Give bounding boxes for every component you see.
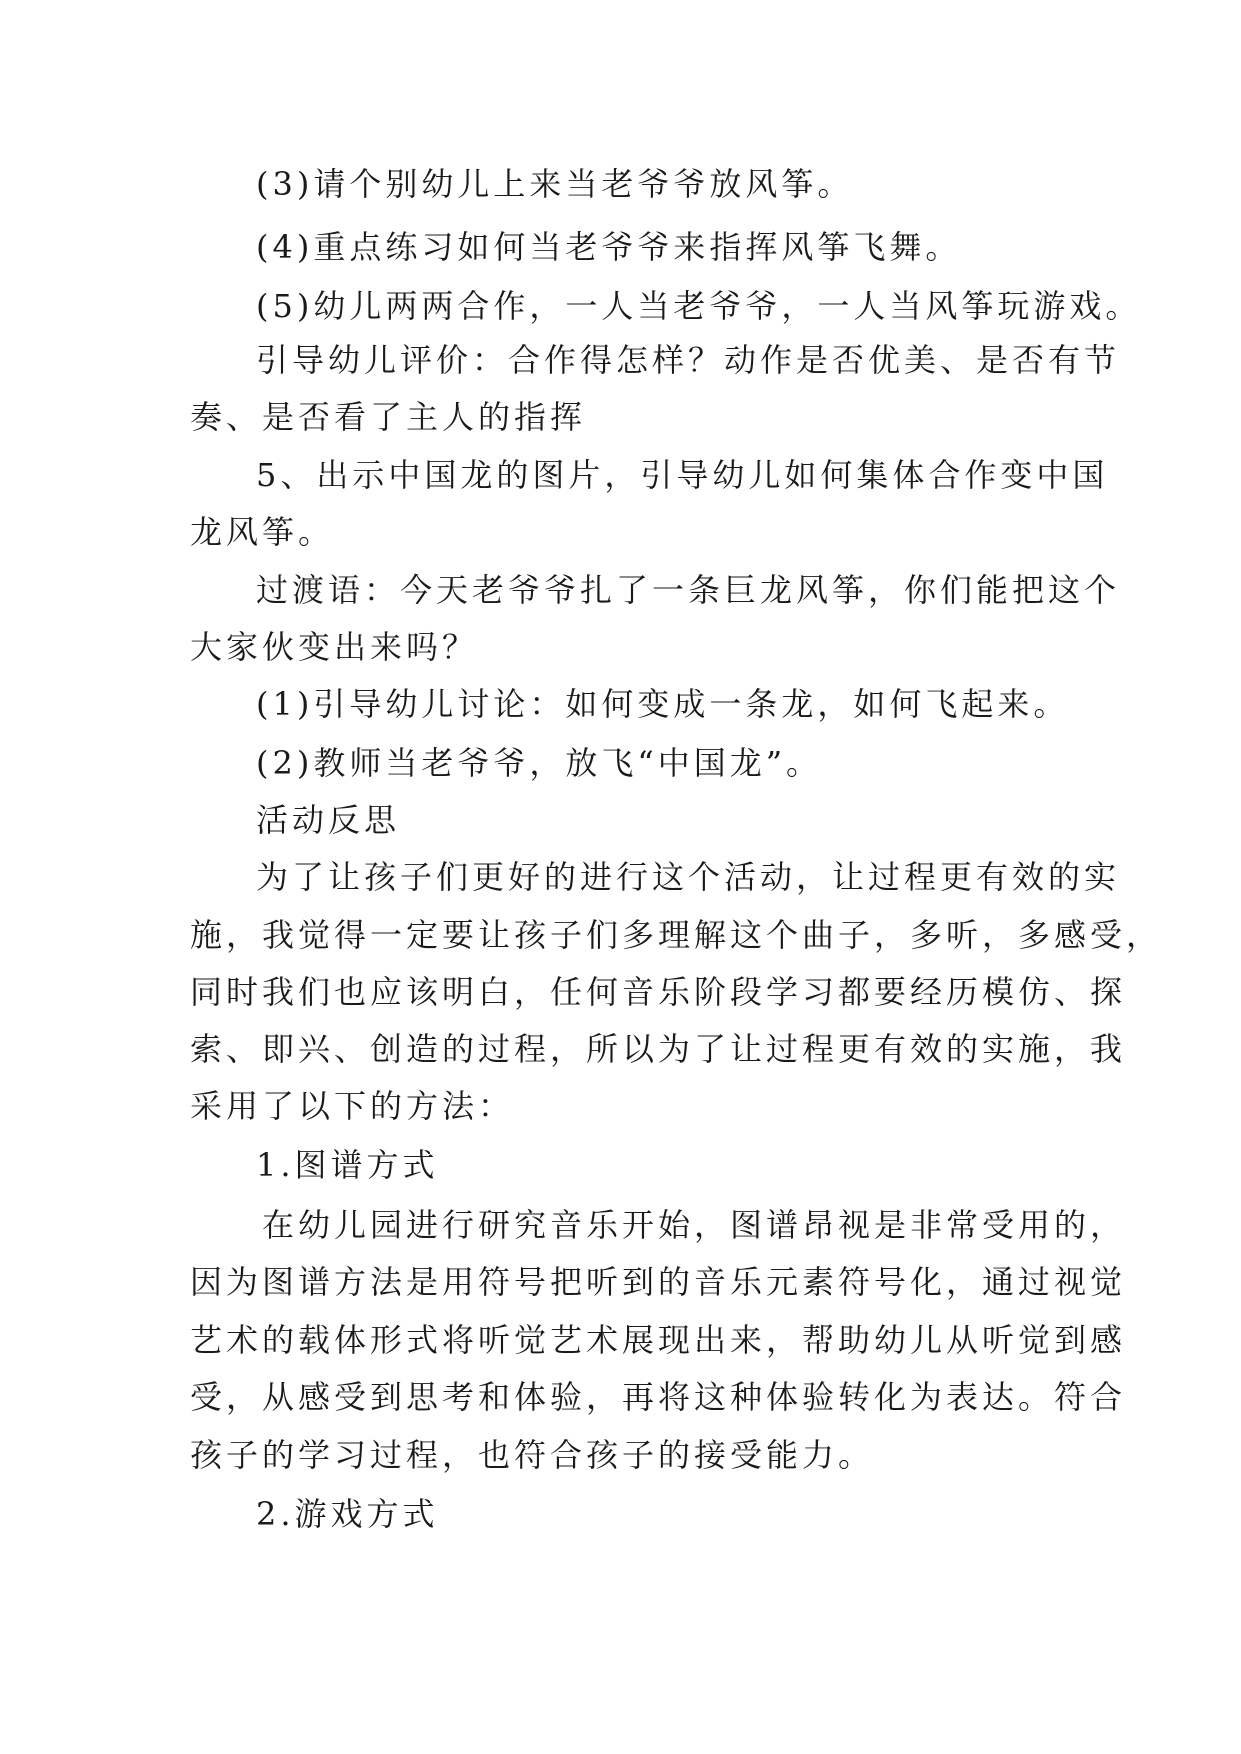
paragraph-line: 受，从感受到思考和体验，再将这种体验转化为表达。符合 [190, 1378, 1127, 1416]
paragraph-line: (1)引导幼儿讨论：如何变成一条龙，如何飞起来。 [256, 685, 1070, 723]
paragraph-line: 大家伙变出来吗？ [190, 628, 479, 666]
paragraph-line: 龙风筝。 [190, 513, 335, 551]
subsection-heading: 2.游戏方式 [256, 1495, 439, 1533]
paragraph-line: 孩子的学习过程，也符合孩子的接受能力。 [190, 1436, 875, 1474]
section-heading: 活动反思 [256, 801, 401, 839]
paragraph-line: 引导幼儿评价：合作得怎样？动作是否优美、是否有节 [256, 341, 1121, 379]
paragraph-line: 采用了以下的方法： [190, 1087, 515, 1125]
paragraph-line: 索、即兴、创造的过程，所以为了让过程更有效的实施，我 [190, 1030, 1127, 1068]
paragraph-line: (5)幼儿两两合作，一人当老爷爷，一人当风筝玩游戏。 [256, 287, 1142, 325]
paragraph-line: 因为图谱方法是用符号把听到的音乐元素符号化，通过视觉 [190, 1263, 1127, 1301]
paragraph-line: 同时我们也应该明白，任何音乐阶段学习都要经历模仿、探 [190, 973, 1127, 1011]
paragraph-line: 施，我觉得一定要让孩子们多理解这个曲子，多听，多感受， [190, 916, 1163, 954]
paragraph-line: (4)重点练习如何当老爷爷来指挥风筝飞舞。 [256, 228, 962, 266]
paragraph-line: (3)请个别幼儿上来当老爷爷放风筝。 [256, 165, 854, 203]
paragraph-line: 艺术的载体形式将听觉艺术展现出来，帮助幼儿从听觉到感 [190, 1321, 1127, 1359]
paragraph-line: (2)教师当老爷爷，放飞“中国龙”。 [256, 744, 823, 782]
subsection-heading: 1.图谱方式 [256, 1146, 439, 1184]
paragraph-line: 在幼儿园进行研究音乐开始，图谱昂视是非常受用的， [262, 1206, 1127, 1244]
paragraph-line: 过渡语：今天老爷爷扎了一条巨龙风筝，你们能把这个 [256, 571, 1121, 609]
paragraph-line: 奏、是否看了主人的指挥 [190, 398, 587, 436]
paragraph-line: 5、出示中国龙的图片，引导幼儿如何集体合作变中国 [256, 456, 1109, 494]
paragraph-line: 为了让孩子们更好的进行这个活动，让过程更有效的实 [256, 858, 1121, 896]
